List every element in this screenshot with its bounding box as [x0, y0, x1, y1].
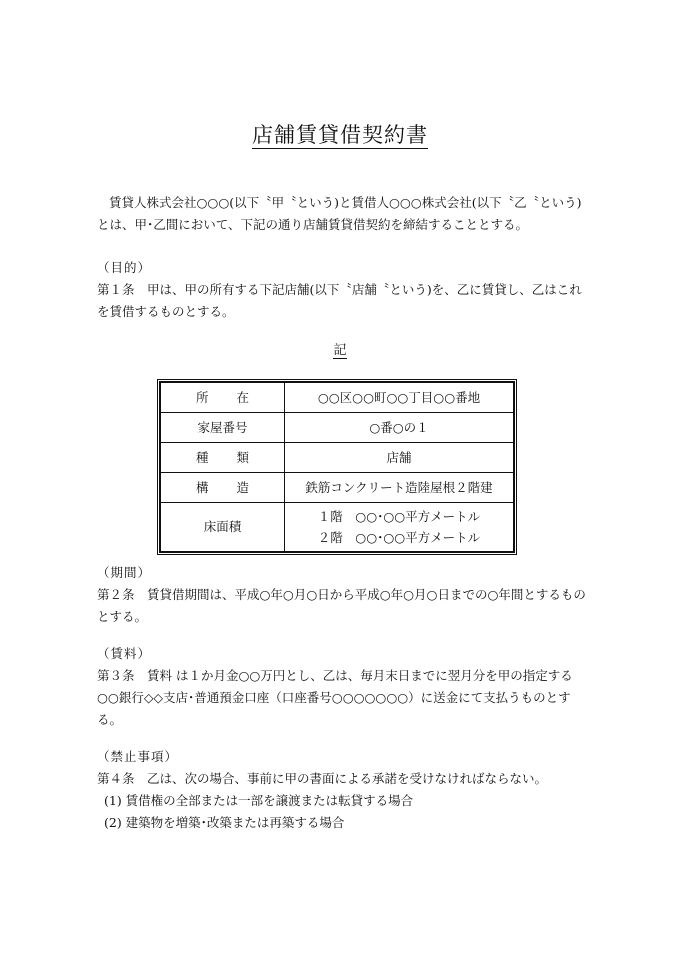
list-item: (2) 建築物を増築･改築または再築する場合 [104, 815, 345, 830]
table-value: 鉄筋コンクリート造陸屋根２階建 [285, 473, 514, 503]
table-value: ○番○の１ [285, 413, 514, 443]
article2-heading: （期間） [97, 565, 152, 580]
ki-heading: 記 [333, 343, 347, 358]
table-label: 構造 [161, 473, 285, 503]
intro-paragraph: 賃貸人株式会社○○○(以下〝甲〝という)と賃借人○○○株式会社(以下〝乙〝という)とは、甲･乙間において、下記の通り店舗賃貸借契約を締結することとする。 [97, 195, 582, 232]
table-row [161, 503, 514, 552]
list-item: (1) 賃借権の全部または一部を譲渡または転貸する場合 [104, 793, 414, 808]
table-label: 種類 [161, 443, 285, 473]
article2-text: 第２条 賃貸借期間は、平成○年○月○日から平成○年○月○日までの○年間とするものとする。 [97, 587, 586, 624]
table-value: ○○区○○町○○丁目○○番地 [285, 383, 514, 413]
article3-text: 第３条 賃料 は１か月金○○万円とし、乙は、毎月末日までに翌月分を甲の指定する○○銀行◇◇支店･普通預金口座（口座番号○○○○○○○）に送金にて支払うものとする。 [97, 668, 573, 727]
floor-area-line: ２階 ○○･○○平方メートル [317, 530, 481, 545]
article1-text: 第１条 甲は、甲の所有する下記店舗(以下〝店舗〝という)を、乙に賃貸し、乙はこれを賃借するものとする。 [97, 282, 582, 319]
table-row [161, 473, 514, 503]
article4-text: 第４条 乙は、次の場合、事前に甲の書面による承諾を受けなければならない。 [97, 771, 548, 786]
table-label: 家屋番号 [161, 413, 285, 443]
article4-heading: （禁止事項） [97, 749, 179, 764]
article1-heading: （目的） [97, 260, 152, 275]
table-label: 所在 [161, 383, 285, 413]
floor-area-line: １階 ○○･○○平方メートル [317, 509, 481, 524]
table-row [161, 443, 514, 473]
table-label: 床面積 [161, 503, 285, 552]
document-title: 店舗賃貸借契約書 [252, 123, 428, 147]
table-row [161, 413, 514, 443]
table-row [161, 383, 514, 413]
table-value [285, 503, 514, 552]
table-value: 店舗 [285, 443, 514, 473]
article3-heading: （賃料） [97, 646, 152, 661]
property-table [157, 379, 517, 555]
